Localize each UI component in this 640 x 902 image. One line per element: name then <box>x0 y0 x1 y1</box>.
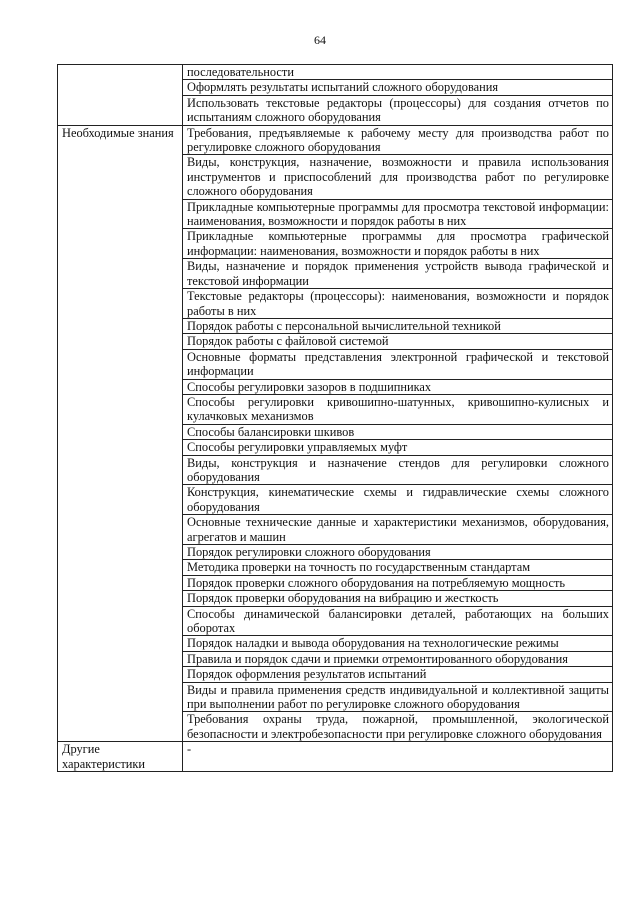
list-item <box>183 560 612 575</box>
item-text: Виды, конструкция, назначение, возможности и правила использования инструментов и приспособлений для производства работ по регулировке сложного оборудования <box>187 155 609 199</box>
list-item <box>183 712 612 741</box>
item-text: Требования, предъявляемые к рабочему месту для производства работ по регулировке сложного оборудования <box>187 125 609 155</box>
list-item <box>183 289 612 319</box>
list-item <box>183 456 612 486</box>
item-text: Способы регулировки кривошипно-шатунных, кривошипно-кулисных и кулачковых механизмов <box>187 394 609 424</box>
item-text: Порядок проверки оборудования на вибрацию и жесткость <box>187 591 499 606</box>
list-item <box>183 667 612 682</box>
item-text: Текстовые редакторы (процессоры): наименования, возможности и порядок работы в них <box>187 289 609 318</box>
row-label <box>58 65 183 126</box>
item-text: Методика проверки на точность по государственным стандартам <box>187 560 531 575</box>
item-text: Порядок оформления результатов испытаний <box>187 667 427 682</box>
row-label: Другие характеристики <box>58 742 183 772</box>
item-text: Виды, назначение и порядок применения устройств вывода графической и текстовой информации <box>187 259 609 288</box>
list-item <box>183 80 612 95</box>
item-text: Виды и правила применения средств индивидуальной и коллективной защиты при выполнении работ по регулировке сложного оборудования <box>187 682 609 712</box>
item-text: Виды, конструкция и назначение стендов для регулировки сложного оборудования <box>187 455 609 484</box>
item-text: - <box>187 742 192 757</box>
page-number: 64 <box>314 33 326 47</box>
list-item <box>183 636 612 651</box>
list-item <box>183 425 612 440</box>
table-row <box>58 742 613 772</box>
list-item <box>183 350 612 380</box>
list-item <box>183 576 612 591</box>
list-item <box>183 440 612 455</box>
table-row <box>58 125 613 742</box>
list-item <box>183 96 612 125</box>
item-text: Основные форматы представления электронной графической и текстовой информации <box>187 349 609 379</box>
item-text: Оформлять результаты испытаний сложного оборудования <box>187 80 499 95</box>
row-content <box>183 65 613 126</box>
item-text: Способы регулировки управляемых муфт <box>187 440 408 455</box>
list-item <box>183 591 612 606</box>
item-text: Основные технические данные и характеристики механизмов, оборудования, агрегатов и машин <box>187 515 609 544</box>
table-row <box>58 65 613 126</box>
list-item <box>183 607 612 637</box>
item-text: Способы регулировки зазоров в подшипниках <box>187 379 432 394</box>
item-text: Использовать текстовые редакторы (процессоры) для создания отчетов по испытаниям сложного оборудования <box>187 95 609 125</box>
item-text: последовательности <box>187 65 294 79</box>
list-item <box>183 126 612 156</box>
list-item <box>183 545 612 560</box>
list-item <box>183 652 612 667</box>
item-text: Способы динамической балансировки деталей, работающих на больших оборотах <box>187 606 609 636</box>
list-item <box>183 155 612 199</box>
row-content <box>183 125 613 742</box>
list-item <box>183 395 612 425</box>
item-text: Требования охраны труда, пожарной, промышленной, экологической безопасности и электробезопасности при регулировке сложного оборудования <box>187 712 609 741</box>
list-item <box>183 485 612 515</box>
item-text: Порядок работы с персональной вычислительной техникой <box>187 318 501 333</box>
list-item <box>183 200 612 230</box>
list-item <box>183 229 612 259</box>
item-text: Способы балансировки шкивов <box>187 424 355 439</box>
item-text: Порядок проверки сложного оборудования на потребляемую мощность <box>187 575 566 590</box>
item-text: Прикладные компьютерные программы для просмотра текстовой информации: наименования, возможности и порядок работы в них <box>187 199 609 229</box>
item-text: Порядок наладки и вывода оборудования на технологические режимы <box>187 636 559 651</box>
item-text: Правила и порядок сдачи и приемки отремонтированного оборудования <box>187 651 568 666</box>
list-item <box>183 334 612 349</box>
item-text: Порядок регулировки сложного оборудования <box>187 545 431 559</box>
item-text: Прикладные компьютерные программы для просмотра графической информации: наименования, возможности и порядок работы в них <box>187 229 609 258</box>
list-item <box>183 683 612 713</box>
list-item <box>183 742 612 756</box>
competency-table <box>57 64 613 772</box>
list-item <box>183 65 612 80</box>
row-label: Необходимые знания <box>58 125 183 742</box>
item-text: Порядок работы с файловой системой <box>187 334 389 349</box>
list-item <box>183 380 612 395</box>
row-content <box>183 742 613 772</box>
list-item <box>183 319 612 334</box>
list-item <box>183 515 612 545</box>
list-item <box>183 259 612 289</box>
item-text: Конструкция, кинематические схемы и гидравлические схемы сложного оборудования <box>187 485 609 514</box>
